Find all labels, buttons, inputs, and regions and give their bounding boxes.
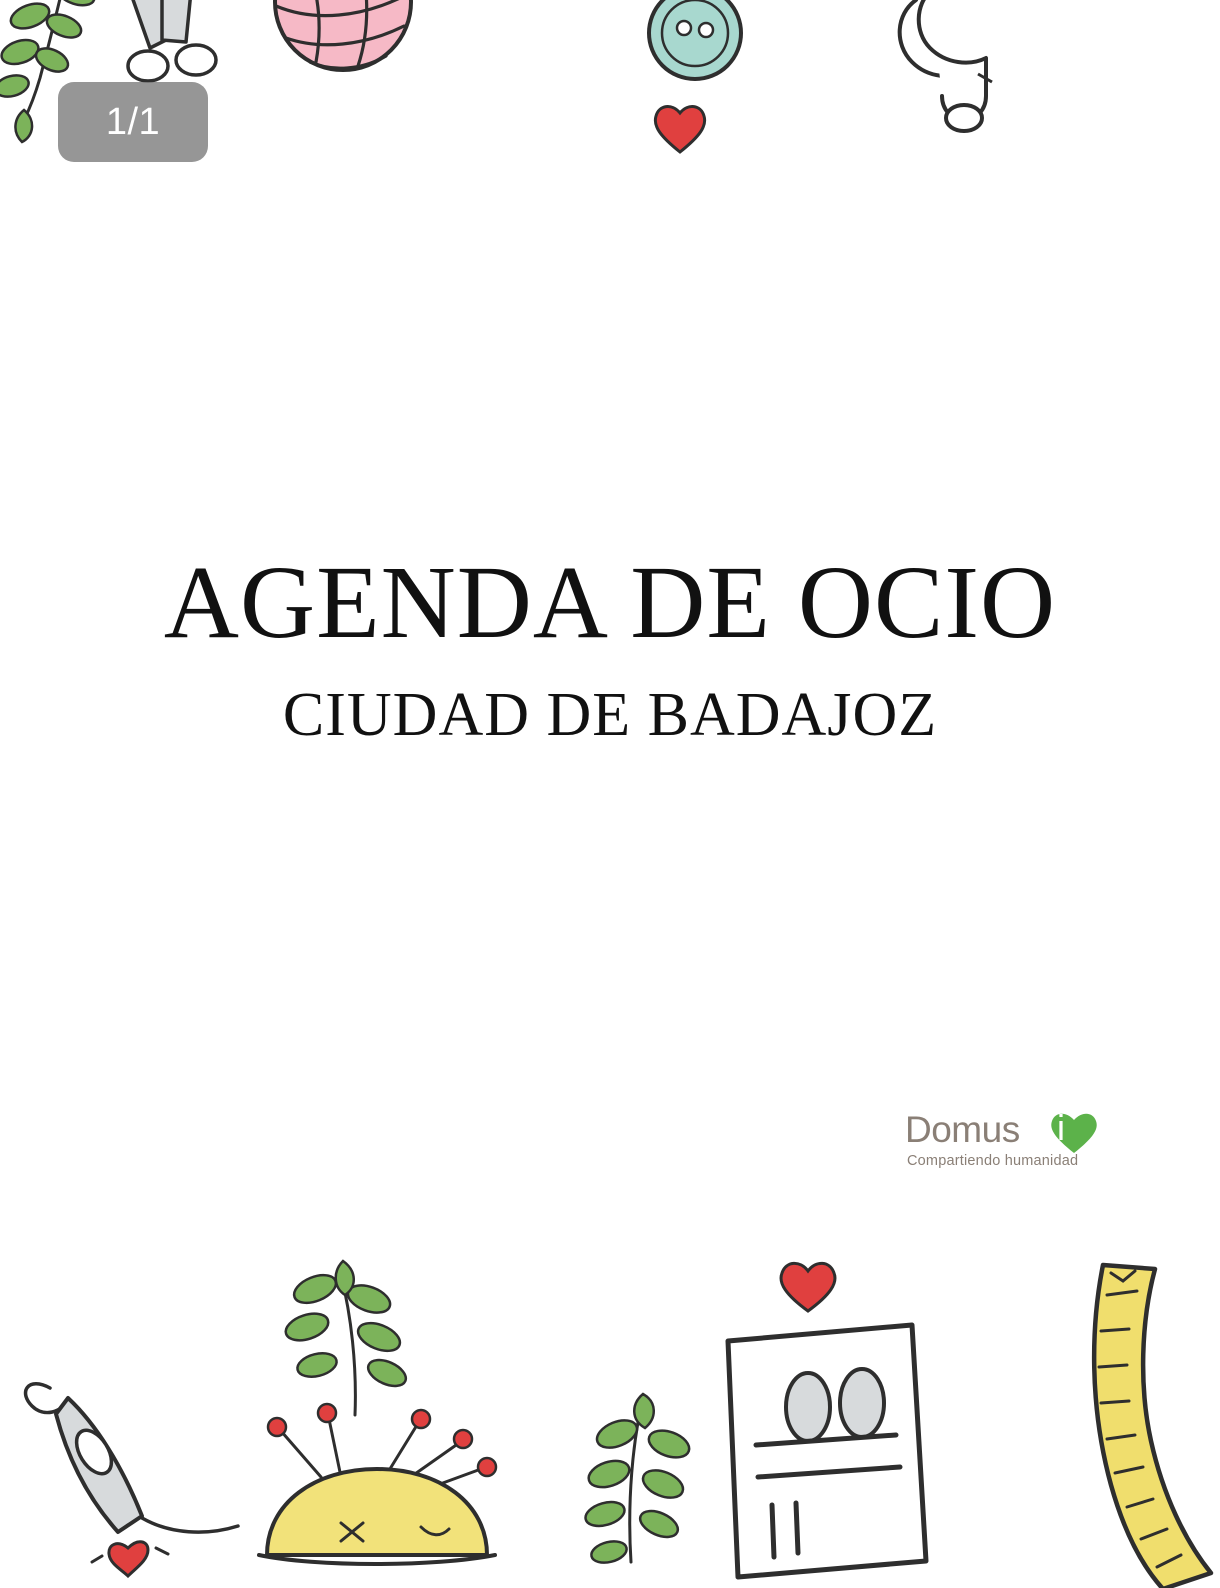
logo-mark-letter: i — [1057, 1107, 1065, 1148]
heart-icon — [650, 100, 710, 158]
thread-spool-icon — [690, 1255, 940, 1585]
title-block — [0, 545, 1220, 750]
page-title: AGENDA DE OCIO — [163, 545, 1057, 660]
page-subtitle: CIUDAD DE BADAJOZ — [282, 681, 938, 750]
logo-wordmark: Domus — [905, 1109, 1020, 1150]
measuring-tape-icon — [1085, 1255, 1220, 1588]
yarn-ball-icon — [258, 0, 428, 102]
pincushion-icon — [245, 1255, 525, 1585]
scissors-icon — [70, 0, 260, 90]
safety-pin-icon — [880, 0, 1030, 150]
sewing-needle-icon — [10, 1348, 240, 1588]
page-indicator-badge[interactable]: 1/1 — [58, 82, 208, 162]
logo-tagline: Compartiendo humanidad — [907, 1153, 1079, 1169]
domusvi-logo — [905, 1105, 1120, 1185]
sewing-button-icon — [640, 0, 750, 88]
logo-heart-icon — [1048, 1109, 1100, 1155]
leaf-sprig-icon — [575, 1390, 705, 1588]
